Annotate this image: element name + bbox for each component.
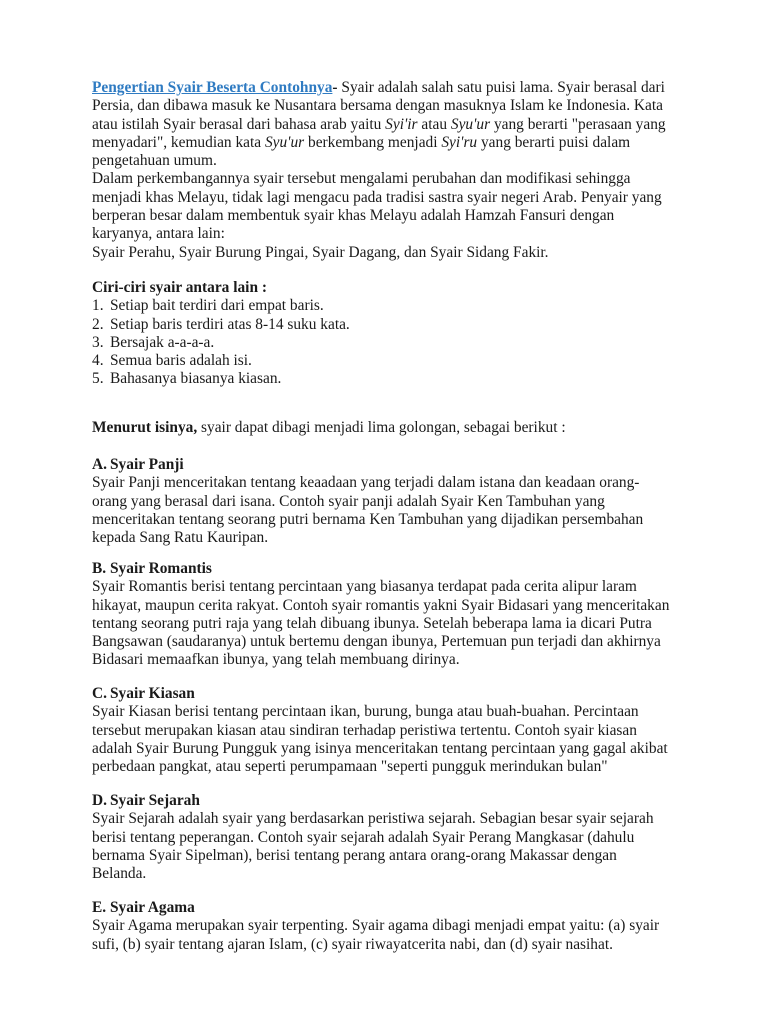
text-line	[92, 79, 692, 97]
text-line	[92, 615, 692, 633]
menurut-isinya-paragraph	[92, 419, 692, 437]
list-marker: A.	[92, 456, 107, 473]
text-segment: sufi, (b) syair tentang ajaran Islam, (c) syair riwayatcerita nabi, dan (d) syair nasihat.	[92, 935, 613, 953]
text-line	[92, 936, 692, 954]
text-segment: Syair Sejarah adalah syair yang berdasarkan peristiwa sejarah. Sebagian besar syair sejarah	[92, 810, 654, 828]
text-segment: Bangsawan (saudaranya) untuk bertemu dengan ibunya, Pertemuan pun terjadi dan akhirnya	[92, 633, 661, 651]
text-segment: bernama Syair Sipelman), berisi tentang perang antara orang-orang Makassar dengan	[92, 846, 617, 864]
text-line	[92, 917, 692, 935]
text-segment: hikayat, maupun cerita rakyat. Contoh syair romantis yakni Syair Bidasari yang menceritakan	[92, 596, 670, 614]
text-segment: orang yang berasal dari isana. Contoh syair panji adalah Syair Ken Tambuhan yang	[92, 492, 605, 510]
text-segment: pengetahuan umum.	[92, 152, 217, 170]
text-line	[92, 334, 692, 352]
text-segment: menceritakan tentang seorang putri bernama Ken Tambuhan yang dijadikan persembahan	[92, 510, 644, 528]
text-line	[92, 847, 692, 865]
text-line	[92, 758, 692, 776]
text-line	[92, 792, 692, 810]
text-segment: kepada Sang Ratu Kauripan.	[92, 529, 269, 547]
text-line	[92, 116, 692, 134]
text-segment: Syair Romantis berisi tentang percintaan yang biasanya terdapat pada cerita alipur laram	[92, 578, 637, 596]
text-segment: atau istilah Syair berasal dari bahasa arab yaitu	[92, 115, 386, 133]
text-segment: Syair Agama merupakan syair terpenting. Syair agama dibagi menjadi empat yaitu: (a) syair	[92, 917, 660, 935]
text-segment: Syair adalah salah satu puisi lama. Syair berasal dari	[341, 79, 665, 96]
section-syair-kiasan	[92, 685, 692, 776]
text-line	[92, 511, 692, 529]
text-segment: berkembang menjadi	[304, 133, 442, 151]
text-line	[92, 207, 692, 225]
text-segment: berisi tentang peperangan. Contoh syair sejarah adalah Syair Perang Mangkasar (dahulu	[92, 828, 635, 846]
list-marker: 5.	[92, 370, 104, 388]
section-syair-romantis	[92, 560, 692, 670]
text-line	[92, 456, 692, 474]
text-line	[92, 597, 692, 615]
text-segment: Setiap bait terdiri dari empat baris.	[110, 297, 324, 315]
ciri-ciri-list	[92, 279, 692, 389]
text-line	[92, 685, 692, 703]
text-segment: Bidasari memaafkan ibunya, yang telah membuang dirinya.	[92, 651, 460, 669]
text-line	[92, 279, 692, 297]
section-syair-panji	[92, 456, 692, 547]
text-line	[92, 722, 692, 740]
text-line	[92, 829, 692, 847]
bold-text: Syair Sejarah	[110, 792, 200, 809]
text-segment: atau	[417, 115, 451, 133]
bold-text: -	[332, 79, 342, 96]
text-segment: Semua baris adalah isi.	[110, 352, 252, 370]
bold-text: Ciri-ciri syair antara lain :	[92, 279, 267, 296]
text-segment: syair dapat dibagi menjadi lima golongan, sebagai berikut :	[197, 419, 566, 436]
text-segment: Persia, dan dibawa masuk ke Nusantara bersama dengan masuknya Islam ke Indonesia. Kata	[92, 97, 663, 115]
text-line	[92, 651, 692, 669]
text-segment: Belanda.	[92, 865, 147, 883]
text-line	[92, 633, 692, 651]
list-marker: 1.	[92, 297, 104, 315]
bold-text: Menurut isinya,	[92, 419, 198, 436]
text-line	[92, 297, 692, 315]
text-segment: Syair Perahu, Syair Burung Pingai, Syair Dagang, dan Syair Sidang Fakir.	[92, 243, 549, 261]
text-line	[92, 899, 692, 917]
text-segment: yang berarti "perasaan yang	[490, 115, 666, 133]
text-line	[92, 865, 692, 883]
text-line	[92, 152, 692, 170]
intro-paragraph	[92, 79, 692, 262]
bold-text: Syair Agama	[110, 899, 195, 916]
section-syair-agama	[92, 899, 692, 954]
text-segment: Bersajak a-a-a-a.	[110, 333, 215, 351]
text-segment: tentang seorang putri raja yang telah dibuang ibunya. Setelah beberapa lama ia dicari Putra	[92, 614, 652, 632]
text-segment: perbedaan pangkat, atau seperti perumpamaan "seperti pungguk merindukan bulan"	[92, 758, 608, 776]
text-segment: berperan besar dalam membentuk syair khas Melayu adalah Hamzah Fansuri dengan	[92, 207, 615, 225]
text-line	[92, 578, 692, 596]
text-line	[92, 370, 692, 388]
text-segment: karyanya, antara lain:	[92, 225, 225, 243]
text-line	[92, 134, 692, 152]
text-segment: yang berarti puisi dalam	[477, 133, 631, 151]
text-line	[92, 97, 692, 115]
text-line	[92, 493, 692, 511]
text-line	[92, 529, 692, 547]
title-link[interactable]: Pengertian Syair Beserta Contohnya	[92, 79, 333, 96]
italic-text: Syi'ru	[441, 133, 478, 151]
text-segment: Bahasanya biasanya kiasan.	[110, 370, 282, 388]
text-segment: Setiap baris terdiri atas 8-14 suku kata.	[110, 315, 350, 333]
text-line	[92, 316, 692, 334]
text-segment: tersebut merupakan kiasan atau sindiran terhadap peristiwa tertentu. Contoh syair kiasan	[92, 721, 637, 739]
list-marker: C.	[92, 685, 107, 702]
text-line	[92, 810, 692, 828]
text-segment: Dalam perkembangannya syair tersebut mengalami perubahan dan modifikasi sehingga	[92, 170, 631, 188]
text-line	[92, 474, 692, 492]
text-segment: menyadari", kemudian kata	[92, 133, 265, 151]
text-line	[92, 703, 692, 721]
list-marker: 3.	[92, 333, 104, 351]
text-line	[92, 419, 692, 437]
text-segment: Syair Kiasan berisi tentang percintaan ikan, burung, bunga atau buah-buahan. Percintaan	[92, 703, 639, 721]
list-marker: 4.	[92, 352, 104, 370]
text-line	[92, 352, 692, 370]
text-line	[92, 170, 692, 188]
text-segment: Syair Panji menceritakan tentang keaadaan yang terjadi dalam istana dan keadaan orang-	[92, 474, 640, 492]
list-marker: E.	[92, 899, 107, 916]
text-line	[92, 244, 692, 262]
italic-text: Syu'ur	[450, 115, 491, 133]
italic-text: Syu'ur	[264, 133, 305, 151]
bold-text: Syair Romantis	[110, 560, 212, 577]
section-syair-sejarah	[92, 792, 692, 883]
text-line	[92, 225, 692, 243]
bold-text: Syair Panji	[110, 456, 184, 473]
text-segment: menjadi khas Melayu, tidak lagi mengacu pada tradisi sastra syair negeri Arab. Penyair yang	[92, 188, 662, 206]
text-segment: adalah Syair Burung Pungguk yang isinya menceritakan tentang percintaan yang gagal akibat	[92, 739, 668, 757]
text-line	[92, 740, 692, 758]
list-marker: 2.	[92, 315, 104, 333]
text-line	[92, 189, 692, 207]
list-marker: B.	[92, 560, 107, 577]
list-marker: D.	[92, 792, 107, 809]
text-line	[92, 560, 692, 578]
italic-text: Syi'ir	[385, 115, 418, 133]
bold-text: Syair Kiasan	[110, 685, 195, 702]
